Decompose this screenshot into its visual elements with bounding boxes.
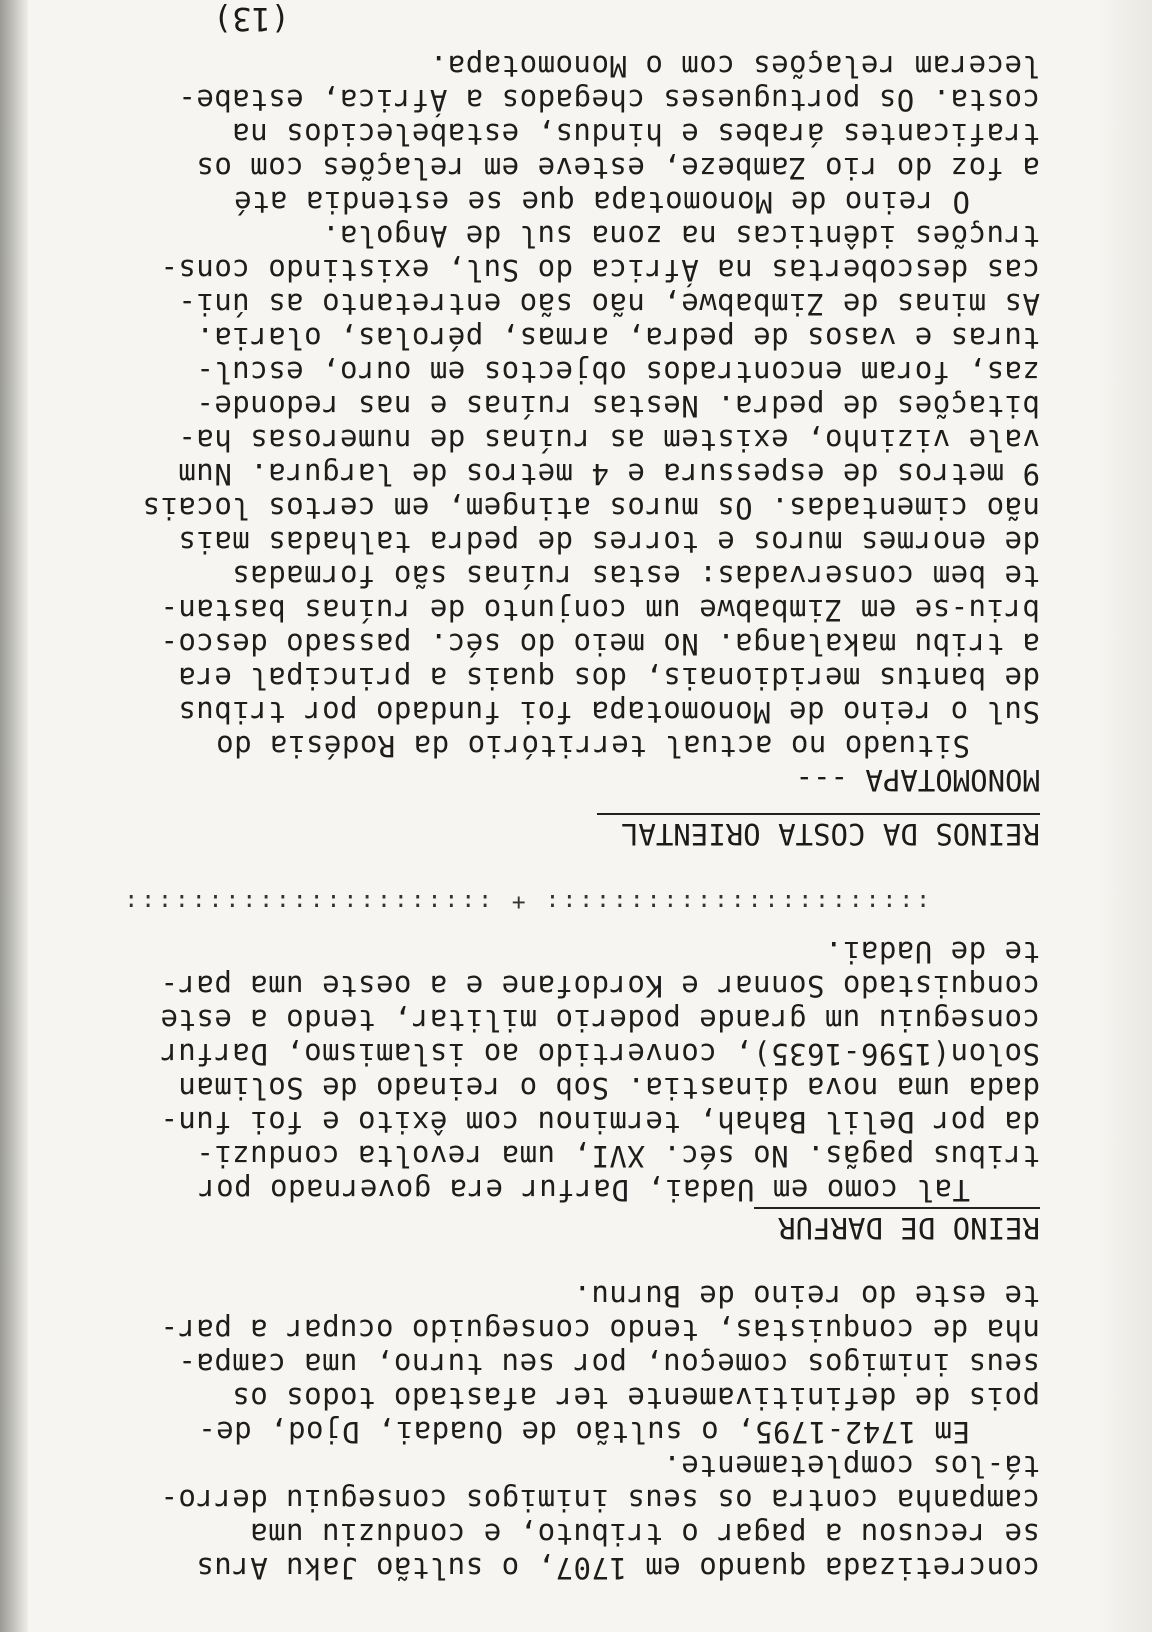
typed-text	[50, 0, 1090, 1610]
text-line: Situado no actual território da Rodésia do	[215, 729, 970, 763]
text-line: a tribu makalanga. No meio do séc. passado desco-	[159, 627, 1040, 661]
text-line: dada uma nova dinastia. Sob o reinado de Soliman	[177, 1071, 1040, 1105]
rotated-text-area	[50, 0, 1090, 1610]
text-line: não cimentadas. Os muros atingem, em certos locais	[142, 491, 1040, 525]
section-heading: REINO DE DARFUR	[754, 1207, 1040, 1247]
text-line: te bem conservadas: estas ruínas são formadas	[231, 559, 1040, 593]
text-line: bitações de pedra. Nestas ruínas e nas redonde-	[195, 389, 1040, 423]
text-line: traficantes árabes e hindus, estabelecidos na	[231, 117, 1040, 151]
page-number: (13)	[212, 0, 290, 38]
text-line: Sul o reino de Monomotapa foi fundado por tribus	[177, 695, 1040, 729]
text-line: nha de conquistas, tendo conseguido ocupar a par-	[159, 1313, 1040, 1347]
text-line: vale vizinho, existem as ruínas de numerosas ha-	[177, 423, 1040, 457]
section-separator: ::::::::::::::::::::::: + ::::::::::::::::::::::	[121, 889, 930, 915]
text-line: turas e vasos de pedra, armas, pérolas, olaria.	[195, 321, 1040, 355]
subsection-heading: MONOMOTAPA ---	[795, 763, 1040, 797]
section-heading: REINOS DA COSTA ORIENTAL	[597, 813, 1040, 853]
text-line: cas descobertas na África do Sul, existindo cons-	[159, 253, 1040, 287]
page-edge-shadow	[1097, 0, 1152, 1632]
section-darfur	[80, 935, 1040, 1247]
text-line: campanha contra os seus inimigos conseguiu derro-	[159, 1483, 1040, 1517]
text-line: conquistado Sonnar e Kordofane e a oeste uma par-	[159, 969, 1040, 1003]
text-line: conseguiu um grande poderio militar, tendo a este	[159, 1003, 1040, 1037]
text-line: 9 metros de espessura e 4 metros de largura. Num	[177, 457, 1040, 491]
section-oriental	[80, 49, 1040, 853]
text-line: de bantus meridionais, dos quais a principal era	[177, 661, 1040, 695]
text-line: costa. Os portugueses chegados a África, estabe-	[177, 83, 1040, 117]
text-line: da por Delil Bahah, terminou com êxito e foi fun-	[159, 1105, 1040, 1139]
text-line: O reino de Monomotapa que se estendia até	[233, 185, 970, 219]
text-line: te este do reino de Burnu.	[573, 1279, 1040, 1313]
text-line: concretizada quando em 1707, o sultão Jaku Arus	[195, 1551, 1040, 1585]
text-line: Tal como em Uadai, Darfur era governado por	[197, 1173, 970, 1207]
text-line: As minas de Zimbabwe, não são entretanto as úni-	[177, 287, 1040, 321]
text-line: a foz do rio Zambeze, esteve em relações com os	[195, 151, 1040, 185]
text-line: te de Uadai.	[824, 935, 1040, 969]
text-line: de enormes muros e torres de pedra talhadas mais	[177, 525, 1040, 559]
text-line: briu-se em Zimbabwe um conjunto de ruínas bastan-	[159, 593, 1040, 627]
text-line: zas, foram encontrados objectos em ouro, escul-	[195, 355, 1040, 389]
text-line: se recusou a pagar o tributo, e conduziu uma	[249, 1517, 1040, 1551]
text-line: tá-los completamente.	[662, 1449, 1040, 1483]
book-spine-shadow	[0, 0, 28, 1632]
text-line: seus inimigos começou, por seu turno, uma campa-	[177, 1347, 1040, 1381]
text-line: tribus pagãs. No séc. XVI, uma revolta conduzi-	[195, 1139, 1040, 1173]
text-line: pois de definitivamente ter afastado todos os	[231, 1381, 1040, 1415]
darfur-continuation	[80, 1279, 1040, 1585]
text-line: Em 1742-1795, o sultão de Ouadai, Djod, de-	[197, 1415, 970, 1449]
text-line: truções idênticas na zona sul de Angola.	[321, 219, 1040, 253]
text-line: leceram relações com o Monomotapa.	[429, 49, 1040, 83]
text-line: Solon(1596-1635), convertido ao islamismo, Darfur	[159, 1037, 1040, 1071]
